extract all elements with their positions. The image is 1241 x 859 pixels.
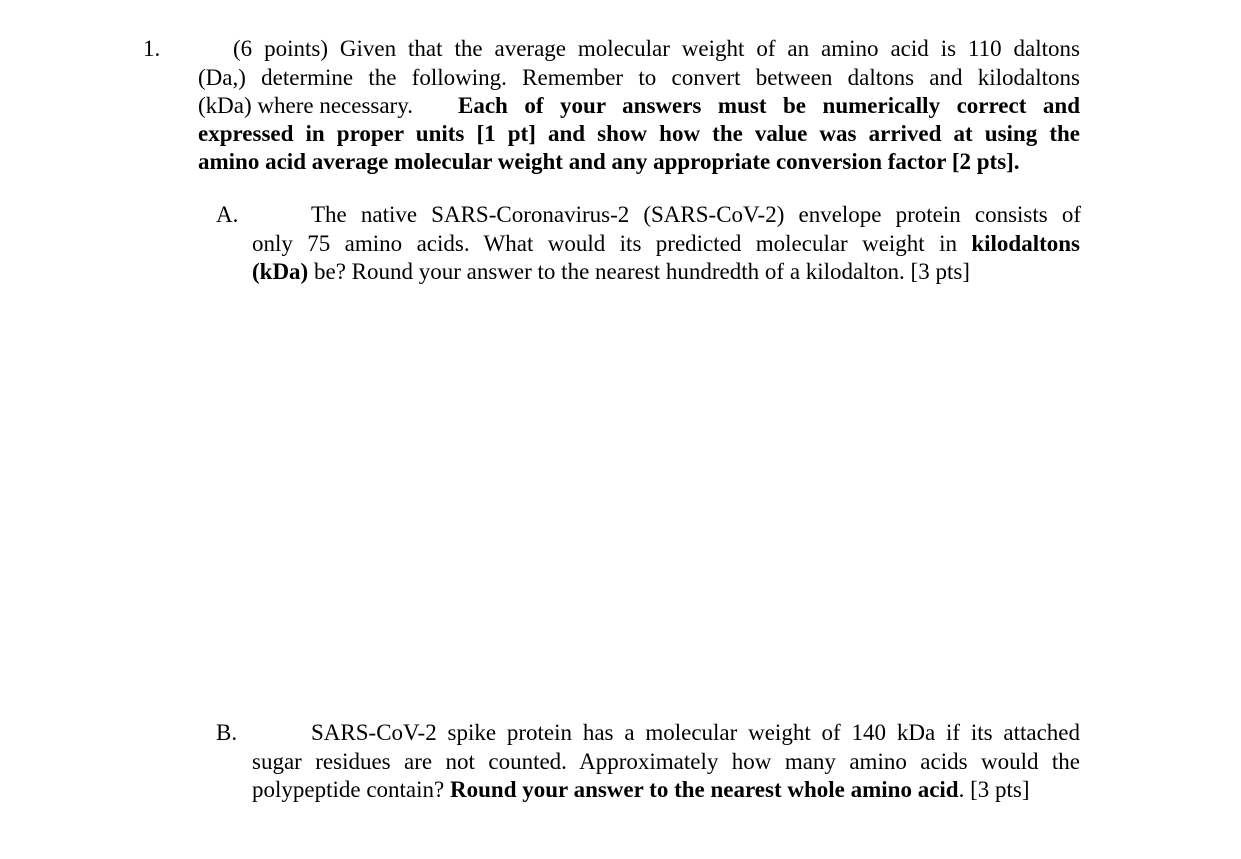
part-b-line-2: sugar residues are not counted. Approximately how many amino acids would the	[252, 749, 1080, 774]
part-a-line-3-plain: be? Round your answer to the nearest hundredth of a kilodalton. [3 pts]	[308, 259, 970, 284]
part-b-line-3	[252, 776, 1030, 804]
part-a-line-2-plain: only 75 amino acids. What would its predicted molecular weight in	[252, 231, 957, 256]
part-b-line-3-plain: polypeptide contain?	[252, 777, 450, 802]
part-b-line-1: SARS-CoV-2 spike protein has a molecular weight of 140 kDa if its attached	[311, 720, 1080, 745]
part-a-line-1: The native SARS-Coronavirus-2 (SARS-CoV-2) envelope protein consists of	[311, 202, 1081, 227]
part-a-line-3	[252, 258, 970, 286]
question-intro-line-3-bold: Each of your answers must be numerically correct and	[458, 93, 1080, 118]
part-b-line-3-tail: . [3 pts]	[958, 777, 1030, 802]
question-intro-line-2: (Da,) determine the following. Remember to convert between daltons and kilodaltons	[198, 65, 1080, 90]
question-intro-line-3-plain: (kDa) where necessary.	[198, 93, 413, 118]
part-a-line-3-bold: (kDa)	[252, 259, 309, 284]
part-a-line-2	[252, 230, 1080, 258]
question-intro-line-5: amino acid average molecular weight and any appropriate conversion factor [2 pts].	[198, 149, 1020, 174]
part-b-label: B.	[216, 720, 238, 745]
question-intro-line-4: expressed in proper units [1 pt] and show how the value was arrived at using the	[198, 121, 1080, 146]
question-number: 1.	[143, 36, 161, 61]
question-intro-line-1: (6 points) Given that the average molecular weight of an amino acid is 110 daltons	[233, 36, 1080, 61]
part-b-line-3-bold: Round your answer to the nearest whole amino acid	[450, 777, 959, 802]
part-a-label: A.	[216, 202, 239, 227]
question-intro-line-3	[198, 92, 1080, 120]
part-a-line-2-bold: kilodaltons	[971, 231, 1080, 256]
